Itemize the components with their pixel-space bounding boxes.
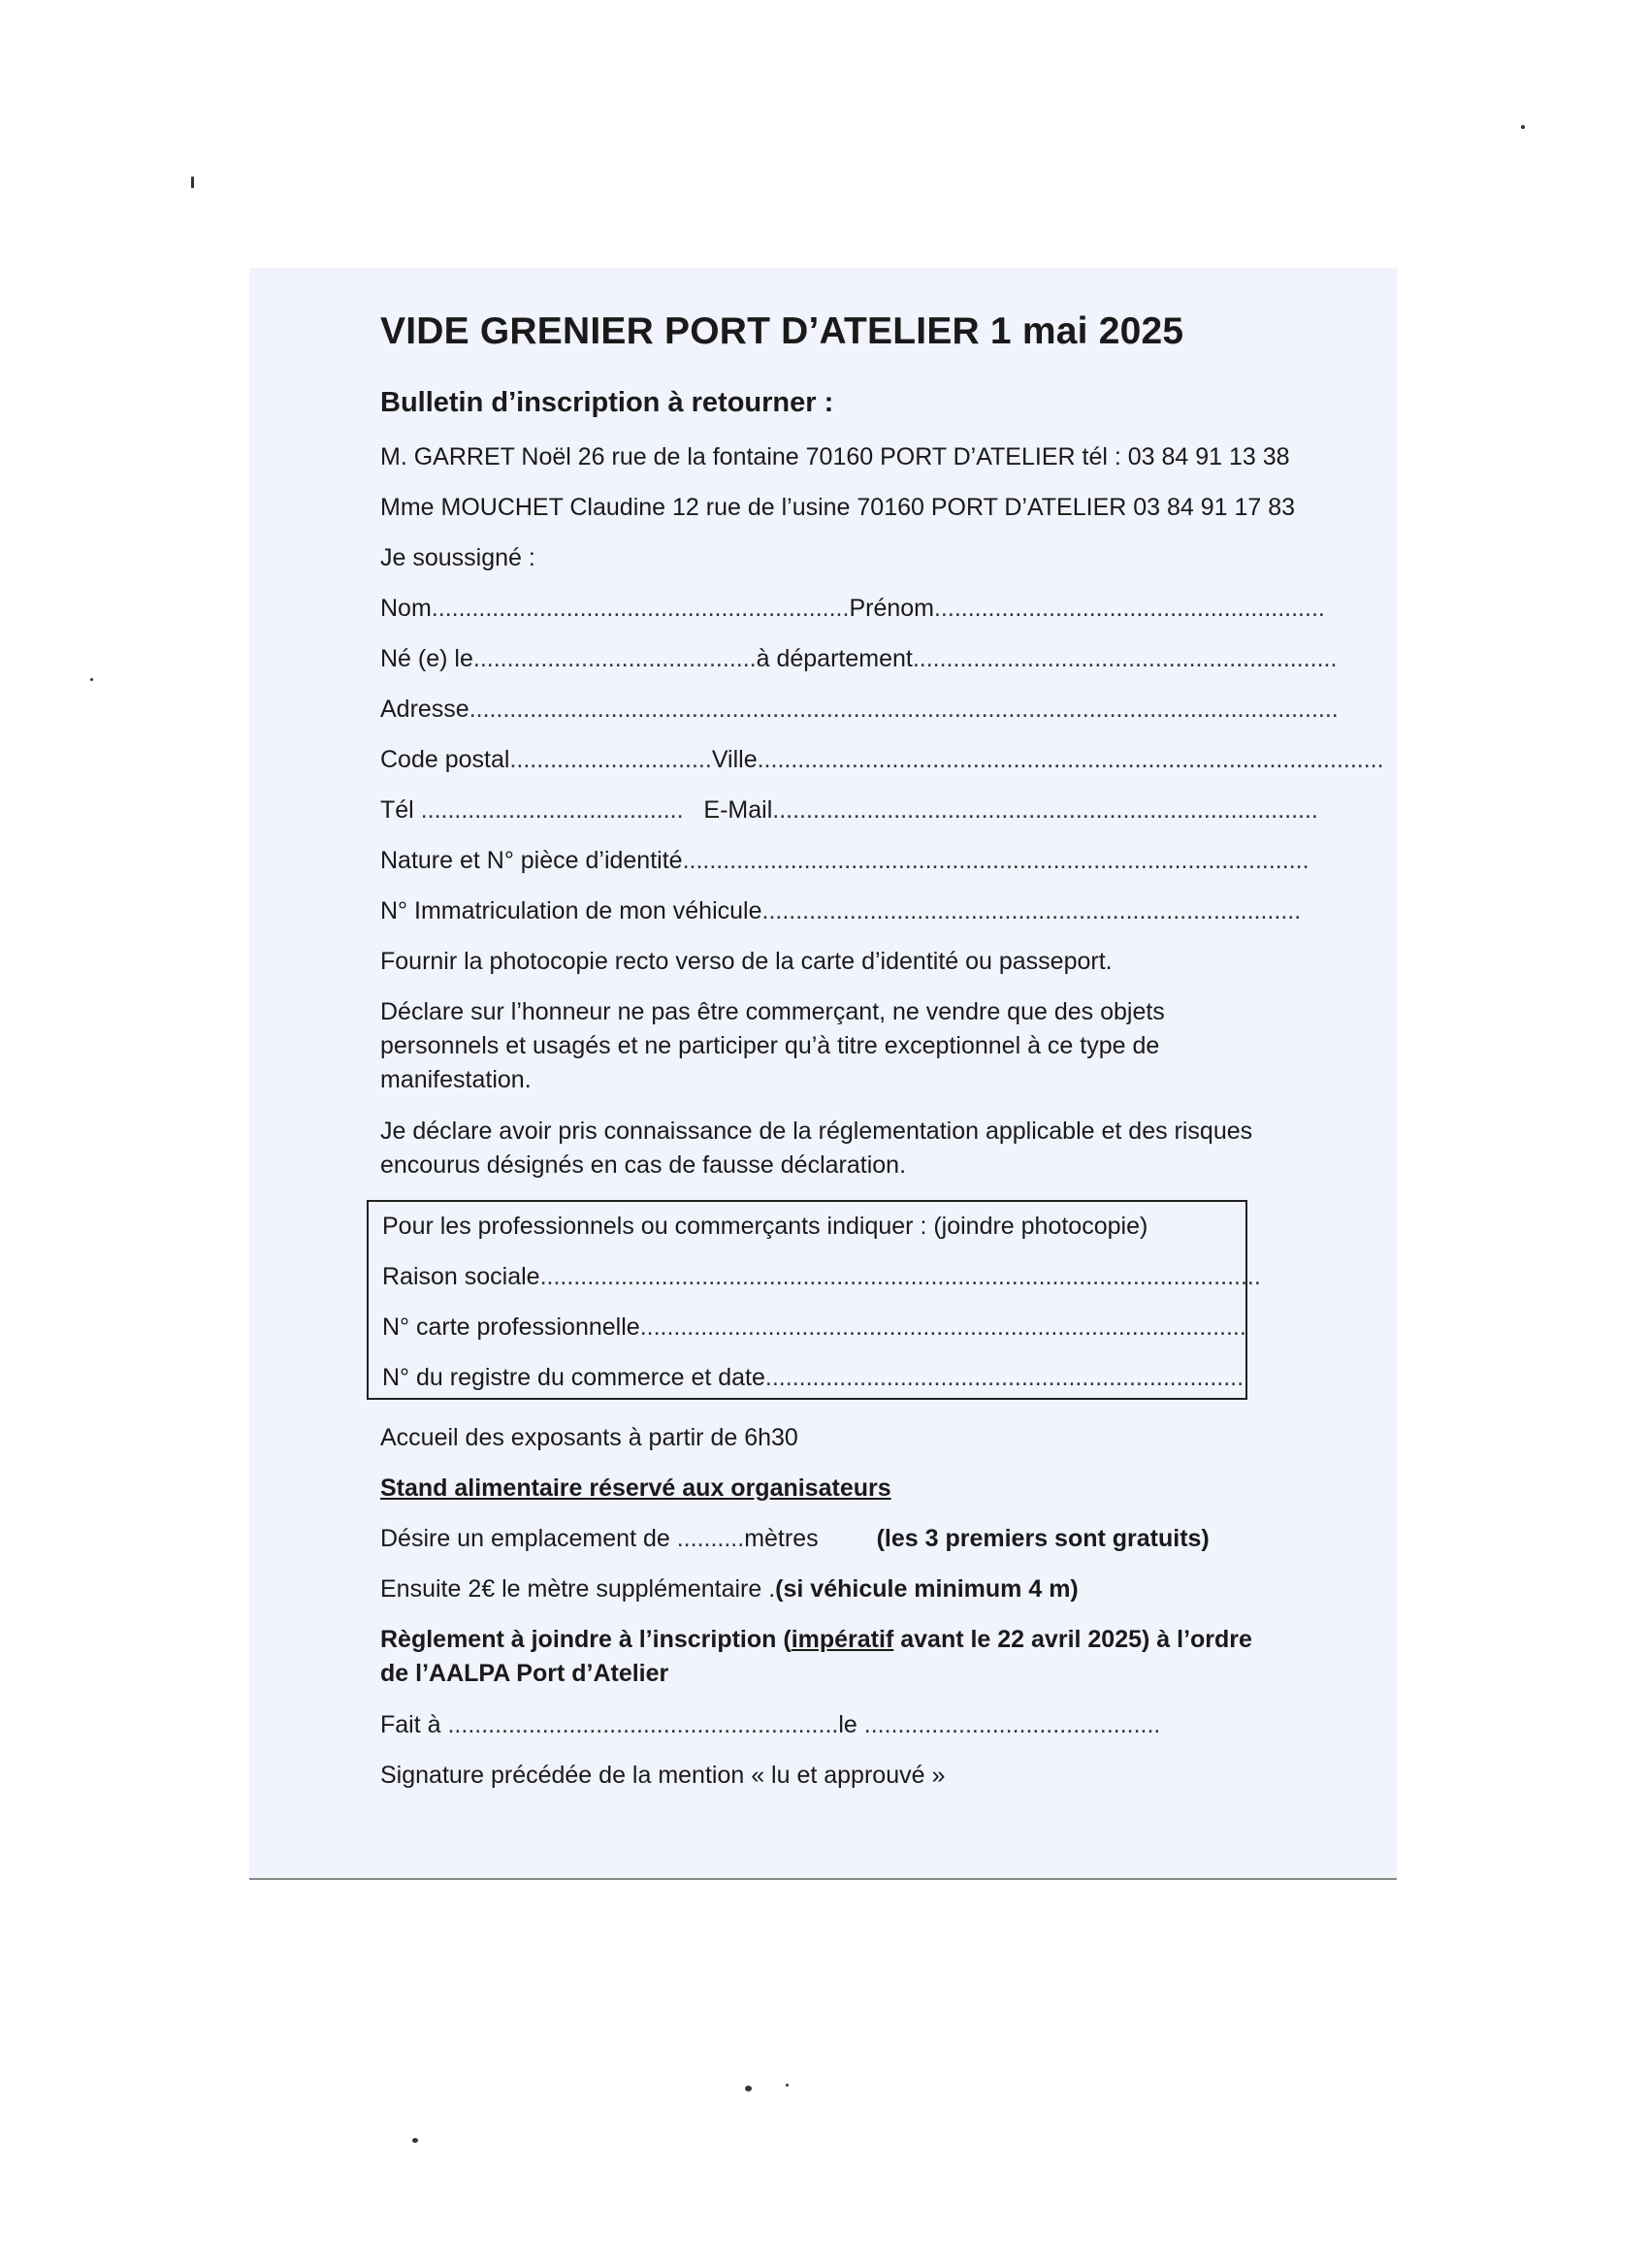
- tel-field[interactable]: .......................................: [420, 796, 684, 824]
- emplacement-row: [380, 1522, 1292, 1555]
- scan-speck: [90, 678, 93, 681]
- adresse-field[interactable]: .................................................................................................................................: [469, 696, 1339, 723]
- signature-note: Signature précédée de la mention « lu et approuvé »: [380, 1762, 946, 1789]
- accueil-note: Accueil des exposants à partir de 6h30: [380, 1424, 798, 1451]
- emplacement-field[interactable]: ..........: [676, 1525, 745, 1552]
- scan-speck: [412, 2138, 418, 2143]
- ne-le-field[interactable]: ..........................................: [472, 645, 757, 672]
- contact-row: [380, 794, 1318, 826]
- emplacement-label: Désire un emplacement de: [380, 1525, 670, 1552]
- scan-speck: [745, 2086, 752, 2091]
- piece-field[interactable]: .............................................................................................: [682, 847, 1310, 874]
- fait-a-field[interactable]: ..........................................................: [447, 1711, 839, 1738]
- prenom-field[interactable]: ..........................................................: [933, 595, 1325, 622]
- reglement-imperatif: impératif: [791, 1626, 894, 1653]
- professionals-box: [367, 1200, 1261, 1400]
- departement-field[interactable]: ...............................................................: [912, 645, 1338, 672]
- page-title: VIDE GRENIER PORT D’ATELIER 1 mai 2025: [380, 310, 1184, 352]
- email-label: E-Mail: [703, 796, 773, 824]
- ensuite-note: (si véhicule minimum 4 m): [775, 1575, 1079, 1603]
- piece-label: Nature et N° pièce d’identité: [380, 847, 683, 874]
- registre-label: N° du registre du commerce et date: [382, 1364, 765, 1391]
- registre-field[interactable]: .......................................................................: [764, 1364, 1245, 1391]
- tel-label: Tél: [380, 796, 414, 824]
- raison-sociale-row: [382, 1260, 1261, 1293]
- reglement-note: [380, 1623, 1282, 1691]
- contact-garret: M. GARRET Noël 26 rue de la fontaine 70160 PORT D’ATELIER tél : 03 84 91 13 38: [380, 443, 1290, 470]
- immat-row: [380, 894, 1302, 927]
- code-postal-label: Code postal: [380, 746, 510, 773]
- nom-field[interactable]: ..............................................................: [431, 595, 850, 622]
- pro-heading: Pour les professionnels ou commerçants indiquer : (joindre photocopie): [382, 1213, 1148, 1240]
- scan-speck: [191, 177, 194, 188]
- name-row: [380, 592, 1325, 625]
- form-subtitle: Bulletin d’inscription à retourner :: [380, 387, 834, 418]
- reglement-pre: Règlement à joindre à l’inscription (: [380, 1626, 792, 1653]
- declaration-honneur: Déclare sur l’honneur ne pas être commerçant, ne vendre que des objets personnels et usagés et ne participer qu’à titre exceptionnel à ce type de manifestation.: [380, 998, 1165, 1093]
- soussigne-label: Je soussigné :: [380, 544, 535, 571]
- ensuite-label: Ensuite 2€ le mètre supplémentaire .: [380, 1575, 776, 1603]
- raison-sociale-label: Raison sociale: [382, 1263, 540, 1290]
- declaration-reglementation: Je déclare avoir pris connaissance de la réglementation applicable et des risques encourus désignés en cas de fausse déclaration.: [380, 1118, 1253, 1179]
- reglement-post: avant le 22 avril 2025) à l’ordre de l’AALPA Port d’Atelier: [380, 1626, 1252, 1687]
- le-label: le: [838, 1711, 857, 1738]
- birth-row: [380, 642, 1338, 675]
- adresse-label: Adresse: [380, 696, 469, 723]
- id-piece-row: [380, 844, 1310, 877]
- city-row: [380, 743, 1384, 776]
- ville-label: Ville: [711, 746, 758, 773]
- prenom-label: Prénom: [849, 595, 934, 622]
- raison-sociale-field[interactable]: ...........................................................................................................: [539, 1263, 1261, 1290]
- registre-row: [382, 1361, 1245, 1394]
- scan-speck: [786, 2084, 789, 2087]
- contact-mouchet: Mme MOUCHET Claudine 12 rue de l’usine 70160 PORT D’ATELIER 03 84 91 17 83: [380, 494, 1296, 521]
- immat-field[interactable]: ................................................................................: [761, 897, 1302, 924]
- scan-speck: [1521, 125, 1525, 129]
- le-field[interactable]: ............................................: [863, 1711, 1161, 1738]
- code-postal-field[interactable]: ..............................: [509, 746, 712, 773]
- ensuite-row: [380, 1572, 1292, 1605]
- emplacement-note: (les 3 premiers sont gratuits): [876, 1525, 1210, 1552]
- carte-pro-row: [382, 1311, 1245, 1344]
- departement-label: à département: [756, 645, 913, 672]
- carte-pro-field[interactable]: ..........................................................................................: [639, 1313, 1246, 1341]
- nom-label: Nom: [380, 595, 432, 622]
- emplacement-unit: mètres: [744, 1525, 819, 1552]
- fait-a-label: Fait à: [380, 1711, 441, 1738]
- ne-le-label: Né (e) le: [380, 645, 473, 672]
- immat-label: N° Immatriculation de mon véhicule: [380, 897, 762, 924]
- email-field[interactable]: .................................................................................: [772, 796, 1318, 824]
- photocopie-note: Fournir la photocopie recto verso de la carte d’identité ou passeport.: [380, 948, 1113, 975]
- stand-note: Stand alimentaire réservé aux organisateurs: [380, 1474, 891, 1502]
- form-content: [380, 310, 1384, 1809]
- carte-pro-label: N° carte professionnelle: [382, 1313, 640, 1341]
- address-row: [380, 693, 1339, 726]
- fait-row: [380, 1708, 1292, 1741]
- ville-field[interactable]: .............................................................................................: [757, 746, 1384, 773]
